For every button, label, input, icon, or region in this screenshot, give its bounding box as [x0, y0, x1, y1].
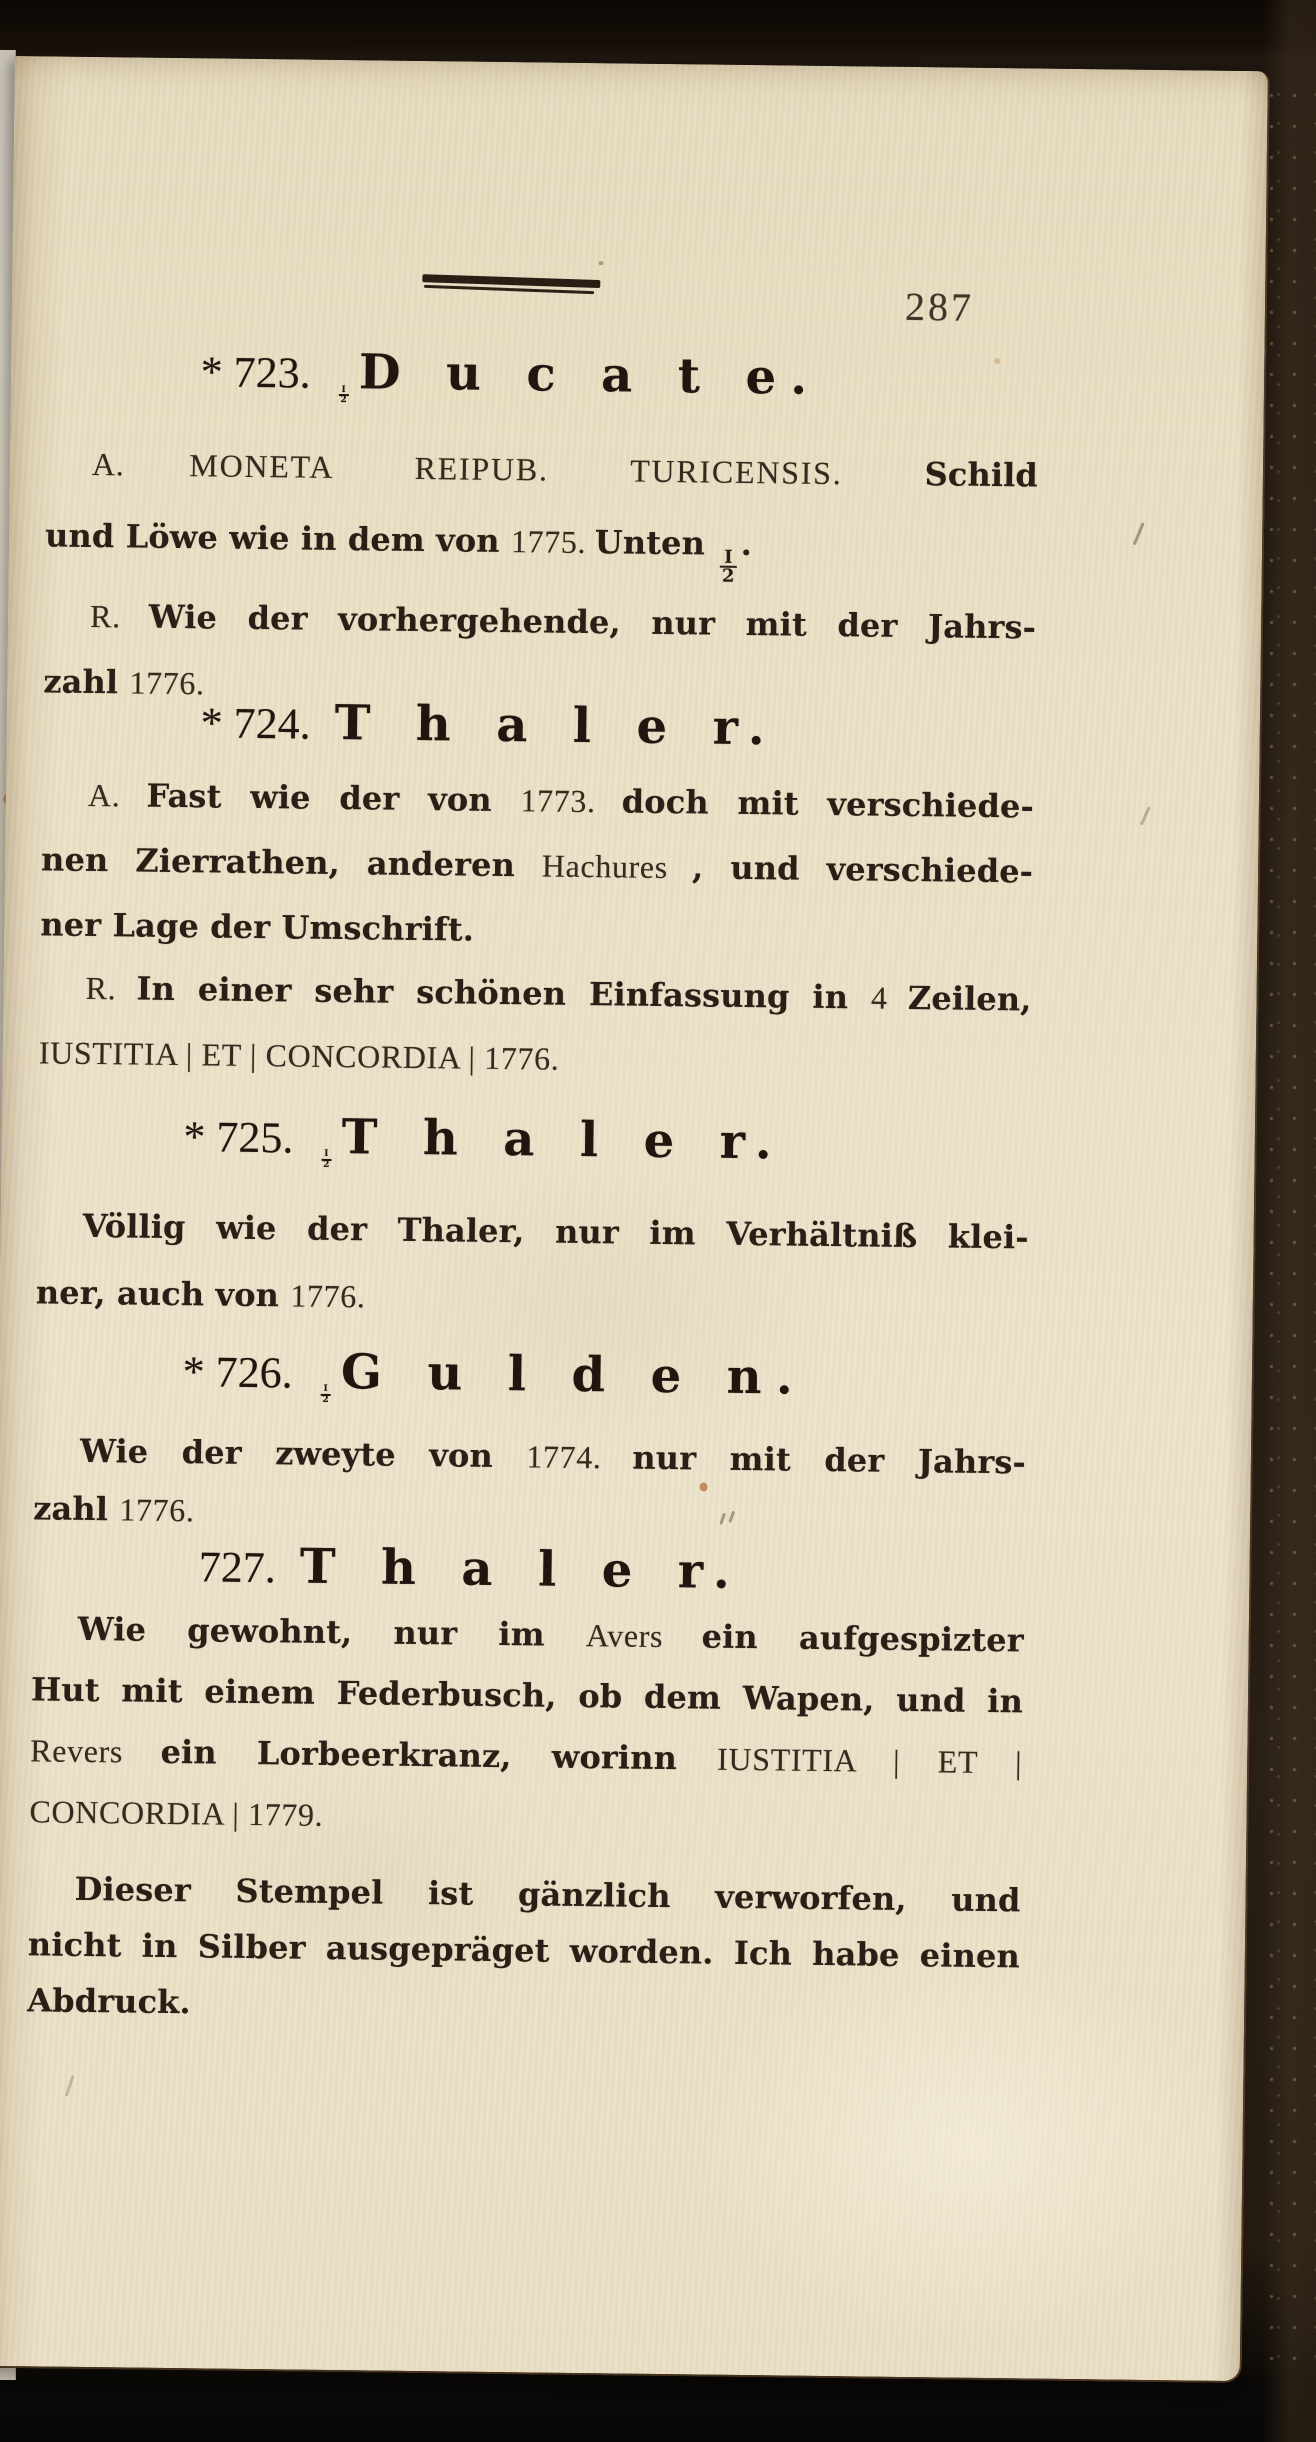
text-line	[45, 499, 1038, 588]
fraction	[338, 386, 348, 405]
coin-name: G u l d e n.	[340, 1343, 808, 1406]
text-segment: 1776.	[129, 663, 205, 701]
text-line	[44, 582, 1037, 660]
text-segment: Revers	[30, 1731, 161, 1770]
fraction	[720, 546, 737, 587]
text-segment: nur mit der Jahrs-	[632, 1438, 1027, 1482]
text-segment: R.	[85, 969, 137, 1007]
text-line	[31, 1659, 1024, 1732]
text-segment: und Löwe wie in dem von	[44, 516, 512, 561]
text-segment: 1773.	[520, 781, 623, 820]
text-segment: zahl	[43, 661, 130, 701]
text-segment: Fast wie der von	[146, 776, 521, 819]
entry-heading	[37, 1101, 1030, 1188]
paper-stain	[994, 358, 1000, 364]
text-segment: ein Lorbeerkranz, worinn	[160, 1732, 718, 1778]
entry-heading	[34, 1336, 1027, 1423]
page-number: 287	[904, 283, 975, 330]
text-segment: Avers	[585, 1616, 702, 1655]
coin-name: T h a l e r.	[334, 694, 780, 756]
text-segment: A.	[91, 445, 190, 484]
text-segment: doch mit verschiede-	[621, 782, 1035, 826]
entry-number: 727.	[198, 1541, 277, 1592]
text-segment: nen Zierrathen, anderen	[40, 839, 543, 885]
text-segment: Zeilen,	[907, 978, 1032, 1019]
text-segment: zahl	[33, 1488, 120, 1528]
text-segment: Hachures	[541, 847, 693, 885]
text-segment: ner Lage der Umschrift.	[40, 904, 475, 949]
fraction-denominator: 2	[721, 565, 735, 587]
text-segment: Unten	[594, 523, 717, 563]
text-segment: A.	[87, 776, 147, 814]
stray-mark	[1140, 806, 1151, 825]
text-segment: Schild	[924, 455, 1039, 495]
text-line	[35, 1259, 1028, 1338]
fraction-denominator: 2	[338, 394, 348, 405]
text-segment: Abdruck.	[27, 1980, 192, 2021]
text-line	[31, 1598, 1024, 1671]
entry-number: * 723.	[200, 347, 312, 398]
text-line	[29, 1781, 1022, 1854]
text-segment: Hut mit einem Federbusch, ob dem Wapen, und in	[30, 1669, 1024, 1720]
text-segment: R.	[89, 597, 149, 635]
paragraph	[33, 1421, 1026, 1549]
paragraph	[40, 762, 1034, 969]
text-line	[39, 955, 1032, 1032]
text-segment: Wie der vorhergehende, nur mit der Jahrs-	[148, 597, 1037, 647]
paragraph	[29, 1598, 1024, 1854]
fraction-numerator: I	[724, 546, 733, 568]
stray-mark	[65, 2075, 75, 2097]
entry-number: * 725.	[183, 1111, 294, 1163]
ink-speck	[598, 261, 603, 265]
text-segment: IUSTITIA | ET |	[716, 1740, 1023, 1780]
fraction-denominator: 2	[320, 1394, 330, 1405]
text-segment: 1776.	[119, 1490, 195, 1528]
section-divider-rule	[422, 274, 600, 294]
fraction	[321, 1150, 331, 1169]
text-segment: ner, auch von	[35, 1272, 291, 1315]
rust-speck	[700, 1482, 708, 1491]
text-line	[38, 1020, 1031, 1097]
entry-number: * 724.	[200, 697, 311, 749]
fraction	[320, 1385, 330, 1404]
coin-name: T h a l e r.	[299, 1538, 745, 1600]
paragraph	[35, 1192, 1029, 1338]
text-segment: Wie der zweyte von	[79, 1431, 527, 1475]
text-segment: 4	[870, 979, 909, 1016]
text-segment: nicht in Silber ausgepräget worden. Ich habe einen	[27, 1924, 1021, 1975]
fraction-numerator: I	[323, 1384, 328, 1395]
text-segment: Wie gewohnt, nur im	[77, 1609, 587, 1654]
paragraph	[27, 1860, 1021, 2040]
text-segment: 1774.	[526, 1437, 633, 1476]
coin-name: T h a l e r.	[341, 1108, 787, 1171]
fraction-denominator: 2	[321, 1159, 331, 1170]
text-segment: , und verschiede-	[691, 847, 1034, 891]
entries	[27, 328, 1040, 2040]
text-line	[41, 827, 1034, 904]
text-segment: ein aufgespizter	[701, 1617, 1024, 1659]
text-segment: IUSTITIA | ET | CONCORDIA | 1776.	[38, 1033, 560, 1077]
paragraph	[45, 427, 1039, 588]
text-segment: 1776.	[290, 1277, 366, 1314]
text-line	[46, 427, 1039, 511]
fraction-numerator: I	[324, 1149, 329, 1160]
paragraph	[38, 955, 1032, 1097]
text-segment: Völlig wie der Thaler, nur im Verhältniß klei-	[82, 1206, 1029, 1257]
text-segment: In einer sehr schönen Einfassung in	[136, 969, 872, 1017]
text-segment: MONETA REIPUB. TURICENSIS.	[189, 447, 925, 493]
text-line	[42, 762, 1035, 839]
entry-heading	[47, 336, 1040, 423]
text-line	[30, 1720, 1023, 1793]
text-segment: .	[740, 524, 753, 564]
book-page	[0, 56, 1270, 2383]
text-segment: Dieser Stempel ist gänzlich verworfen, und	[74, 1869, 1021, 1919]
fraction-numerator: I	[341, 384, 346, 395]
coin-name: D u c a t e.	[358, 344, 822, 406]
text-segment: CONCORDIA | 1779.	[29, 1792, 324, 1833]
text-segment: 1775.	[510, 523, 596, 561]
text-line	[36, 1192, 1029, 1271]
entry-number: * 726.	[182, 1346, 294, 1398]
stray-mark	[1133, 522, 1145, 545]
